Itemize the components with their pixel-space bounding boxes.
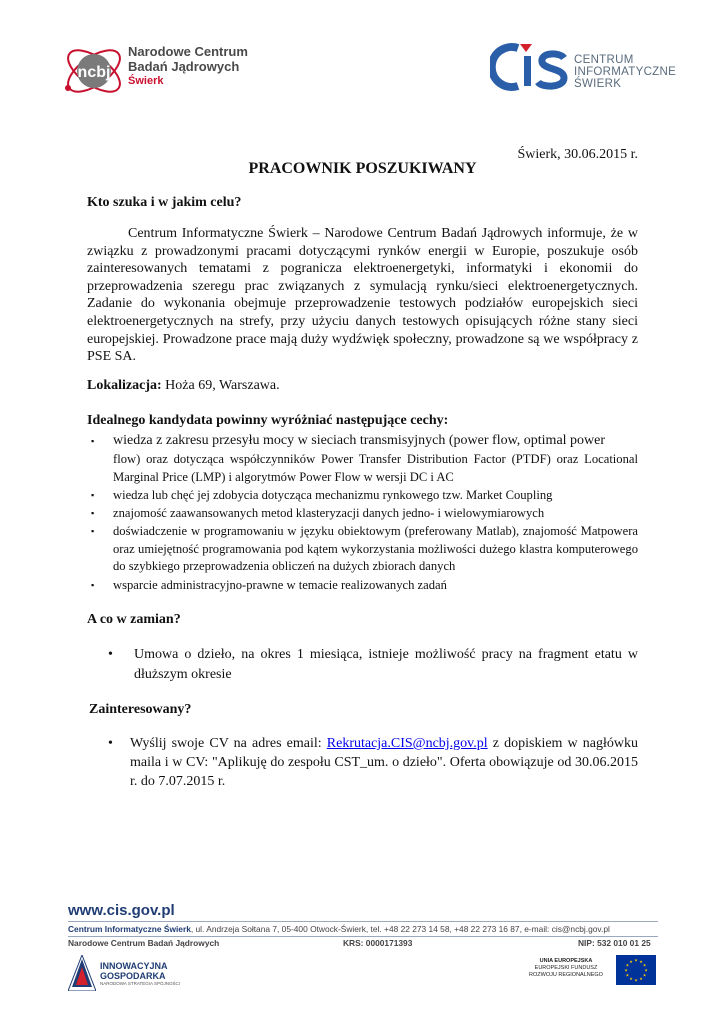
section-heading-who: Kto szuka i w jakim celu? <box>87 195 242 210</box>
footer-divider <box>68 936 658 937</box>
svg-text:★: ★ <box>639 958 643 964</box>
svg-text:★: ★ <box>634 957 638 963</box>
cis-logo <box>490 38 677 98</box>
ue-line2: EUROPEJSKI FUNDUSZ <box>534 965 598 971</box>
list-item <box>87 523 638 576</box>
footer-address-rest: , ul. Andrzeja Sołtana 7, 05-400 Otwock-Świerk, tel. +48 22 273 14 58, +48 22 273 16 87, e-mail: cis@ncbj.gov.pl <box>190 924 610 934</box>
eu-logo <box>520 955 660 995</box>
ncbj-name-line1: Narodowe Centrum <box>128 44 248 59</box>
svg-text:★: ★ <box>629 958 633 964</box>
footer-divider <box>68 921 658 922</box>
intro-paragraph: Centrum Informatyczne Świerk – Narodowe Centrum Badań Jądrowych informuje, że w związku z prowadzonymi pracami dotyczącymi rynków energii w Europie, poszukuje osób zainteresowanych tematami z pogranicza elektroenergetyki, informatyki i ekonomii do przeprowadzenia szeregu prac związanych z symulacją rynku/sieci elektroenergetycznych. Zadanie do wykonania obejmuje przeprowadzenie testowych podziałów europejskich sieci elektroenergetycznych na strefy, przy użyciu danych testowych opisujących różne stany sieci europejskiej. Prowadzone prace mają duży wydźwięk społeczny, prowadzone są we współpracy z PSE SA. <box>87 226 638 365</box>
document-date: Świerk, 30.06.2015 r. <box>517 147 638 162</box>
svg-text:★: ★ <box>625 972 630 978</box>
list-item <box>87 431 638 486</box>
requirement-text: wiedza lub chęć jej zdobycia dotycząca mechanizmu rynkowego tzw. Market Coupling <box>113 488 553 502</box>
offer-item <box>108 645 638 685</box>
list-item <box>87 505 638 522</box>
location-line <box>87 378 280 394</box>
svg-text:★: ★ <box>634 977 638 983</box>
bullet-icon: • <box>108 647 113 662</box>
footer-address <box>68 924 610 934</box>
svg-text:★: ★ <box>642 972 647 978</box>
svg-text:★: ★ <box>624 967 628 973</box>
cis-emblem-icon <box>490 38 572 96</box>
square-bullet-icon: ▪ <box>91 579 95 590</box>
square-bullet-icon: ▪ <box>91 490 95 500</box>
eu-flag-icon <box>616 955 656 985</box>
section-heading-offer: A co w zamian? <box>87 612 181 627</box>
svg-text:★: ★ <box>642 962 647 968</box>
svg-text:★: ★ <box>625 962 630 968</box>
svg-text:★: ★ <box>639 976 643 982</box>
svg-text:★: ★ <box>644 967 648 973</box>
ue-line3: ROZWOJU REGIONALNEGO <box>529 972 603 978</box>
footer-krs: KRS: 0000171393 <box>343 938 413 948</box>
requirement-text: wsparcie administracyjno-prawne w temacie realizowanych zadań <box>113 577 447 592</box>
requirement-text: znajomość zaawansowanych metod klasteryzacji danych jedno- i wielowymiarowych <box>113 506 545 520</box>
ig-line3: NARODOWA STRATEGIA SPÓJNOŚCI <box>100 981 181 986</box>
list-item <box>87 577 638 594</box>
apply-pre: Wyślij swoje CV na adres email: <box>130 736 327 751</box>
ig-line1: INNOWACYJNA <box>100 961 168 971</box>
section-heading-interested: Zainteresowany? <box>89 702 192 717</box>
cis-name-line2: INFORMATYCZNE <box>574 66 677 78</box>
page-title: PRACOWNIK POSZUKIWANY <box>248 160 477 177</box>
ue-line1: UNIA EUROPEJSKA <box>539 958 593 964</box>
footer-org: Centrum Informatyczne Świerk <box>68 924 191 934</box>
email-link[interactable]: Rekrutacja.CIS@ncbj.gov.pl <box>326 736 488 751</box>
offer-text: Umowa o dzieło, na okres 1 miesiąca, istnieje możliwość pracy na fragment etatu w dłuższym okresie <box>134 647 638 682</box>
location-label: Lokalizacja: <box>87 378 162 393</box>
requirement-text: wiedza z zakresu przesyłu mocy w sieciach transmisyjnych (power flow, optimal power <box>113 433 606 448</box>
svg-text:ncbj: ncbj <box>77 64 111 81</box>
apply-item <box>108 734 638 791</box>
ig-emblem-icon <box>68 955 96 991</box>
ncbj-emblem-icon <box>58 36 130 106</box>
svg-text:★: ★ <box>629 976 633 982</box>
website-link[interactable]: www.cis.gov.pl <box>68 902 175 919</box>
footer-ncbj: Narodowe Centrum Badań Jądrowych <box>68 938 220 948</box>
square-bullet-icon: ▪ <box>91 526 95 536</box>
cis-name-line1: CENTRUM <box>574 54 634 66</box>
ig-line2: GOSPODARKA <box>100 971 166 981</box>
list-item <box>87 487 638 504</box>
apply-text <box>108 734 638 791</box>
location-value: Hoża 69, Warszawa. <box>161 378 280 393</box>
requirement-text: doświadczenie w programowaniu w języku obiektowym (preferowany Matlab), znajomość Matpowera oraz umiejętność programowania pod kątem wykorzystania możliwości dużego klastra komputerowego do szybkiego przeprowadzenia obliczeń na dużych zbiorach danych <box>113 524 638 573</box>
square-bullet-icon: ▪ <box>91 508 95 518</box>
section-heading-candidate: Idealnego kandydata powinny wyróżniać następujące cechy: <box>87 413 449 428</box>
cis-name-line3: ŚWIERK <box>574 78 622 90</box>
square-bullet-icon: ▪ <box>91 436 95 446</box>
footer-nip: NIP: 532 010 01 25 <box>578 938 651 948</box>
bullet-icon: • <box>108 736 113 751</box>
apply-post: z dopiskiem w nagłówku maila i w CV: "Aplikuję do zespołu CST_um. o dzieło". Oferta obowiązuje od 30.06.2015 r. do 7.07.2015 r. <box>130 736 638 789</box>
ncbj-logo <box>58 36 268 106</box>
requirement-text: flow) oraz dotycząca współczynników Power Transfer Distribution Factor (PTDF) oraz Locational Marginal Price (LMP) i algorytmów Power Flow w wersji DC i AC <box>113 452 638 484</box>
ncbj-name-line2: Badań Jądrowych <box>128 59 240 74</box>
requirements-list <box>87 431 638 594</box>
innovative-economy-logo <box>68 955 228 995</box>
ncbj-sub: Świerk <box>128 75 164 87</box>
